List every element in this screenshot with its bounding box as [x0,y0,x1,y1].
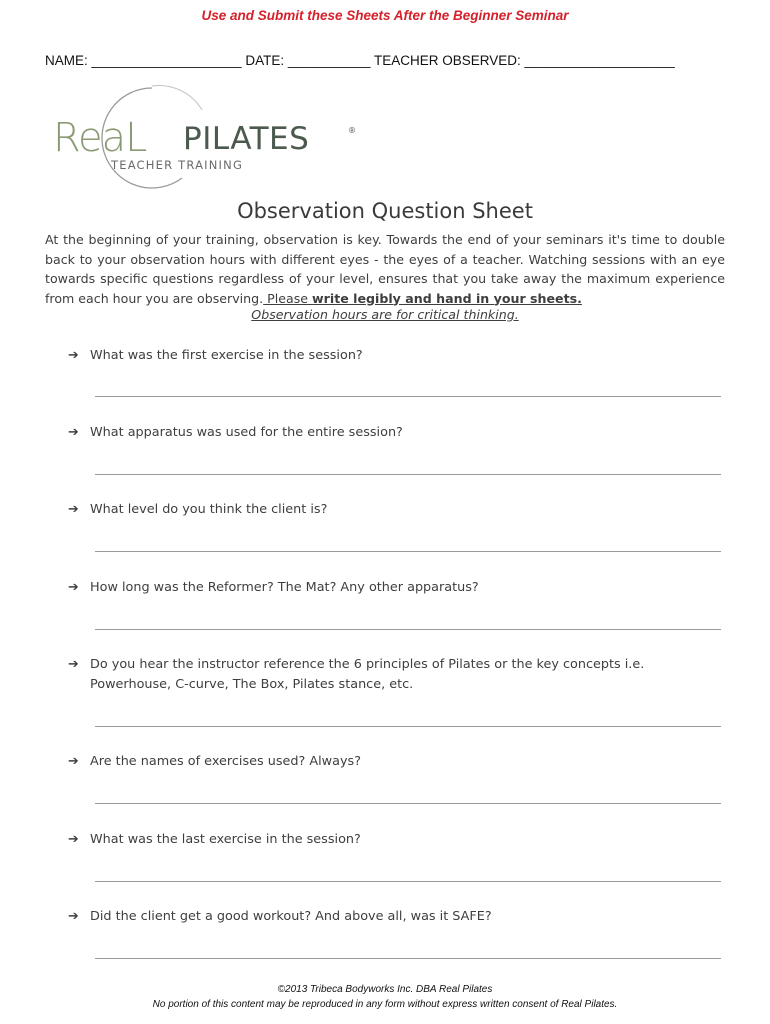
footer-copyright: ©2013 Tribeca Bodyworks Inc. DBA Real Pilates [277,984,493,995]
answer-line[interactable] [95,551,721,552]
logo-subtitle: TEACHER TRAINING [111,158,244,172]
question-item [68,830,728,850]
intro-emphasis: write legibly and hand in your sheets. [312,290,582,306]
arrow-icon: ➔ [68,754,79,769]
header-fields-line: NAME: ____________________ DATE: ___________ TEACHER OBSERVED: ____________________ [45,53,675,68]
question-text: What was the last exercise in the session? [90,832,361,847]
arrow-icon: ➔ [68,580,79,595]
question-item [68,500,728,520]
question-text: Did the client get a good workout? And above all, was it SAFE? [90,909,492,924]
question-item [68,752,728,772]
answer-line[interactable] [95,958,721,959]
intro-paragraph [45,230,725,308]
question-item [68,655,728,695]
footer-notice: No portion of this content may be reproduced in any form without express written consent of Real Pilates. [152,999,618,1010]
arrow-icon: ➔ [68,909,79,924]
answer-line[interactable] [95,629,721,630]
answer-line[interactable] [95,474,721,475]
answer-line[interactable] [95,396,721,397]
real-pilates-logo [52,80,356,190]
intro-please: Please [263,290,313,306]
arrow-icon: ➔ [68,832,79,847]
question-text: What was the first exercise in the session? [90,348,363,363]
logo-registered-mark: ® [348,126,356,135]
answer-line[interactable] [95,803,721,804]
question-item [68,578,728,598]
question-text: What apparatus was used for the entire session? [90,425,403,440]
logo-word-pilates: PILATES [183,121,310,157]
intro-closing: Observation hours are for critical thinking. [251,307,519,322]
question-item [68,346,728,366]
answer-line[interactable] [95,726,721,727]
question-text: What level do you think the client is? [90,502,328,517]
question-text: Do you hear the instructor reference the 6 principles of Pilates or the key concepts i.e. Powerhouse, C-curve, The Box, Pilates stance, etc. [90,657,645,692]
arrow-icon: ➔ [68,502,79,517]
question-text: How long was the Reformer? The Mat? Any other apparatus? [90,580,479,595]
top-banner: Use and Submit these Sheets After the Beginner Seminar [201,8,569,23]
question-item [68,423,728,443]
intro-text: At the beginning of your training, observation is key. Towards the end of your seminars it's time to double back to your observation hours with different eyes - the eyes of a teacher. Watching sessions with an eye towards specific questions regardless of your level, ensures that you take away the maximum experience from each hour you are observing. [45,232,725,306]
arrow-icon: ➔ [68,425,79,440]
logo-word-real: ReaL [53,115,147,161]
page-title: Observation Question Sheet [237,199,533,223]
arrow-icon: ➔ [68,348,79,363]
arrow-icon: ➔ [68,657,79,672]
question-text: Are the names of exercises used? Always? [90,754,362,769]
question-item [68,907,728,927]
answer-line[interactable] [95,881,721,882]
